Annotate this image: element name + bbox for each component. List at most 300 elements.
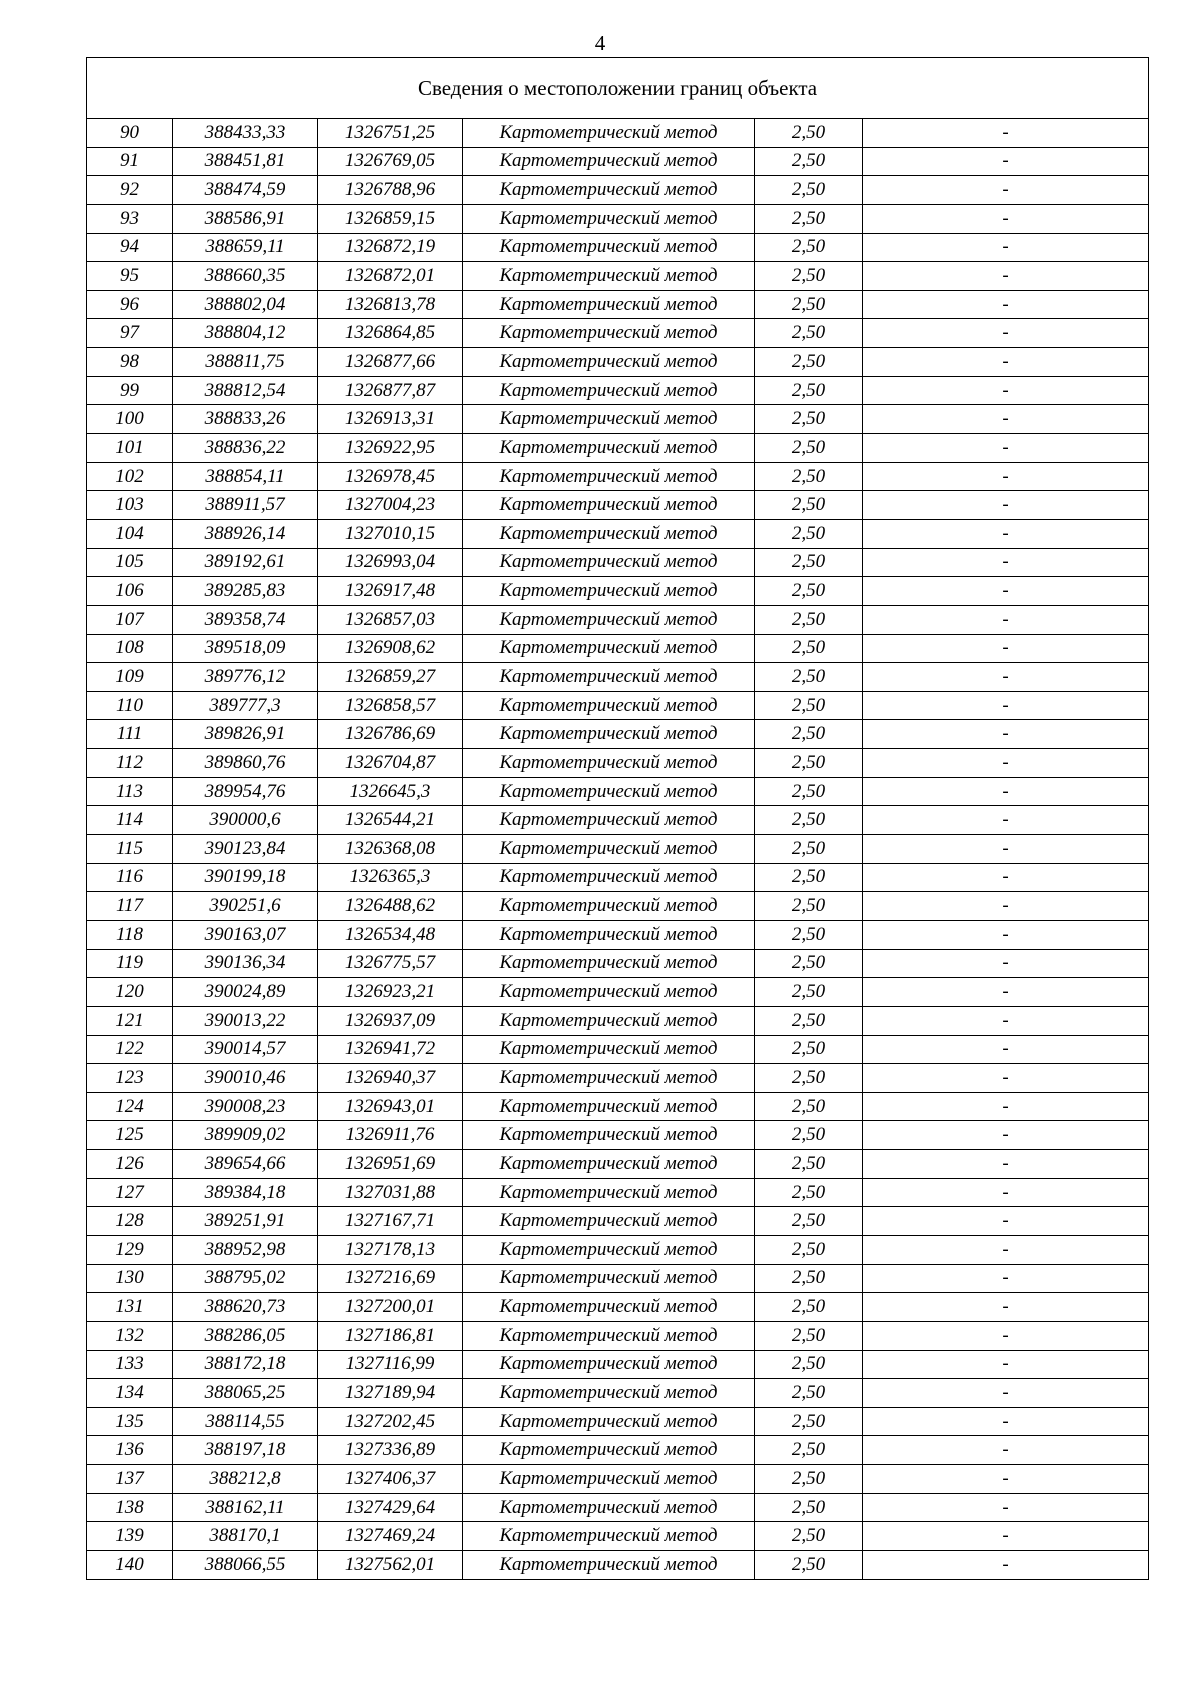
point-number-cell: 107: [87, 605, 173, 634]
description-cell: -: [863, 1035, 1149, 1064]
description-cell: -: [863, 376, 1149, 405]
x-coordinate-cell: 389909,02: [173, 1121, 318, 1150]
point-number-cell: 119: [87, 949, 173, 978]
method-cell: Картометрический метод: [463, 204, 755, 233]
point-number-cell: 91: [87, 147, 173, 176]
point-number-cell: 105: [87, 548, 173, 577]
point-number-cell: 94: [87, 233, 173, 262]
x-coordinate-cell: 389518,09: [173, 634, 318, 663]
accuracy-cell: 2,50: [755, 119, 863, 148]
accuracy-cell: 2,50: [755, 1436, 863, 1465]
y-coordinate-cell: 1326913,31: [318, 405, 463, 434]
description-cell: -: [863, 835, 1149, 864]
y-coordinate-cell: 1326864,85: [318, 319, 463, 348]
y-coordinate-cell: 1327116,99: [318, 1350, 463, 1379]
point-number-cell: 115: [87, 835, 173, 864]
y-coordinate-cell: 1326917,48: [318, 577, 463, 606]
method-cell: Картометрический метод: [463, 1465, 755, 1494]
table-row: [87, 1350, 1149, 1379]
x-coordinate-cell: 388451,81: [173, 147, 318, 176]
description-cell: -: [863, 1465, 1149, 1494]
accuracy-cell: 2,50: [755, 147, 863, 176]
method-cell: Картометрический метод: [463, 892, 755, 921]
y-coordinate-cell: 1326908,62: [318, 634, 463, 663]
description-cell: -: [863, 262, 1149, 291]
description-cell: -: [863, 1293, 1149, 1322]
description-cell: -: [863, 176, 1149, 205]
accuracy-cell: 2,50: [755, 348, 863, 377]
table-row: [87, 376, 1149, 405]
method-cell: Картометрический метод: [463, 1264, 755, 1293]
table-row: [87, 691, 1149, 720]
x-coordinate-cell: 388620,73: [173, 1293, 318, 1322]
accuracy-cell: 2,50: [755, 1235, 863, 1264]
method-cell: Картометрический метод: [463, 1006, 755, 1035]
point-number-cell: 93: [87, 204, 173, 233]
x-coordinate-cell: 389251,91: [173, 1207, 318, 1236]
y-coordinate-cell: 1326911,76: [318, 1121, 463, 1150]
boundary-coordinates-table: [86, 57, 1149, 1580]
y-coordinate-cell: 1326859,27: [318, 663, 463, 692]
table-row: [87, 663, 1149, 692]
y-coordinate-cell: 1327189,94: [318, 1379, 463, 1408]
x-coordinate-cell: 388170,1: [173, 1522, 318, 1551]
method-cell: Картометрический метод: [463, 548, 755, 577]
method-cell: Картометрический метод: [463, 1379, 755, 1408]
y-coordinate-cell: 1327202,45: [318, 1407, 463, 1436]
accuracy-cell: 2,50: [755, 1207, 863, 1236]
method-cell: Картометрический метод: [463, 577, 755, 606]
description-cell: -: [863, 806, 1149, 835]
description-cell: -: [863, 1092, 1149, 1121]
x-coordinate-cell: 389358,74: [173, 605, 318, 634]
description-cell: -: [863, 434, 1149, 463]
x-coordinate-cell: 388795,02: [173, 1264, 318, 1293]
description-cell: -: [863, 233, 1149, 262]
point-number-cell: 114: [87, 806, 173, 835]
y-coordinate-cell: 1326544,21: [318, 806, 463, 835]
accuracy-cell: 2,50: [755, 233, 863, 262]
table-row: [87, 1235, 1149, 1264]
table-row: [87, 1006, 1149, 1035]
method-cell: Картометрический метод: [463, 176, 755, 205]
y-coordinate-cell: 1326951,69: [318, 1150, 463, 1179]
y-coordinate-cell: 1326859,15: [318, 204, 463, 233]
point-number-cell: 135: [87, 1407, 173, 1436]
method-cell: Картометрический метод: [463, 119, 755, 148]
x-coordinate-cell: 390123,84: [173, 835, 318, 864]
description-cell: -: [863, 920, 1149, 949]
description-cell: -: [863, 1207, 1149, 1236]
point-number-cell: 101: [87, 434, 173, 463]
point-number-cell: 124: [87, 1092, 173, 1121]
x-coordinate-cell: 388812,54: [173, 376, 318, 405]
table-row: [87, 204, 1149, 233]
y-coordinate-cell: 1327336,89: [318, 1436, 463, 1465]
y-coordinate-cell: 1327031,88: [318, 1178, 463, 1207]
method-cell: Картометрический метод: [463, 1121, 755, 1150]
y-coordinate-cell: 1327469,24: [318, 1522, 463, 1551]
point-number-cell: 97: [87, 319, 173, 348]
point-number-cell: 139: [87, 1522, 173, 1551]
point-number-cell: 92: [87, 176, 173, 205]
method-cell: Картометрический метод: [463, 806, 755, 835]
x-coordinate-cell: 389192,61: [173, 548, 318, 577]
method-cell: Картометрический метод: [463, 1178, 755, 1207]
point-number-cell: 106: [87, 577, 173, 606]
description-cell: -: [863, 1150, 1149, 1179]
point-number-cell: 125: [87, 1121, 173, 1150]
x-coordinate-cell: 388286,05: [173, 1321, 318, 1350]
method-cell: Картометрический метод: [463, 1235, 755, 1264]
point-number-cell: 122: [87, 1035, 173, 1064]
description-cell: -: [863, 892, 1149, 921]
accuracy-cell: 2,50: [755, 1092, 863, 1121]
point-number-cell: 98: [87, 348, 173, 377]
x-coordinate-cell: 388066,55: [173, 1551, 318, 1580]
y-coordinate-cell: 1326923,21: [318, 978, 463, 1007]
y-coordinate-cell: 1327200,01: [318, 1293, 463, 1322]
table-row: [87, 892, 1149, 921]
y-coordinate-cell: 1326993,04: [318, 548, 463, 577]
table-row: [87, 1178, 1149, 1207]
accuracy-cell: 2,50: [755, 920, 863, 949]
accuracy-cell: 2,50: [755, 1150, 863, 1179]
point-number-cell: 136: [87, 1436, 173, 1465]
accuracy-cell: 2,50: [755, 1350, 863, 1379]
method-cell: Картометрический метод: [463, 290, 755, 319]
point-number-cell: 112: [87, 749, 173, 778]
method-cell: Картометрический метод: [463, 1150, 755, 1179]
table-row: [87, 348, 1149, 377]
x-coordinate-cell: 388586,91: [173, 204, 318, 233]
description-cell: -: [863, 119, 1149, 148]
x-coordinate-cell: 389860,76: [173, 749, 318, 778]
x-coordinate-cell: 390199,18: [173, 863, 318, 892]
table-row: [87, 863, 1149, 892]
accuracy-cell: 2,50: [755, 1064, 863, 1093]
accuracy-cell: 2,50: [755, 949, 863, 978]
x-coordinate-cell: 389654,66: [173, 1150, 318, 1179]
x-coordinate-cell: 389776,12: [173, 663, 318, 692]
accuracy-cell: 2,50: [755, 1006, 863, 1035]
description-cell: -: [863, 749, 1149, 778]
x-coordinate-cell: 388212,8: [173, 1465, 318, 1494]
point-number-cell: 109: [87, 663, 173, 692]
point-number-cell: 121: [87, 1006, 173, 1035]
method-cell: Картометрический метод: [463, 835, 755, 864]
y-coordinate-cell: 1326858,57: [318, 691, 463, 720]
table-row: [87, 1522, 1149, 1551]
method-cell: Картометрический метод: [463, 405, 755, 434]
point-number-cell: 137: [87, 1465, 173, 1494]
table-row: [87, 1293, 1149, 1322]
table-row: [87, 1321, 1149, 1350]
y-coordinate-cell: 1326704,87: [318, 749, 463, 778]
method-cell: Картометрический метод: [463, 863, 755, 892]
x-coordinate-cell: 389777,3: [173, 691, 318, 720]
table-row: [87, 1121, 1149, 1150]
y-coordinate-cell: 1327406,37: [318, 1465, 463, 1494]
accuracy-cell: 2,50: [755, 1121, 863, 1150]
x-coordinate-cell: 390163,07: [173, 920, 318, 949]
method-cell: Картометрический метод: [463, 1064, 755, 1093]
accuracy-cell: 2,50: [755, 290, 863, 319]
accuracy-cell: 2,50: [755, 835, 863, 864]
description-cell: -: [863, 577, 1149, 606]
point-number-cell: 110: [87, 691, 173, 720]
description-cell: -: [863, 863, 1149, 892]
description-cell: -: [863, 949, 1149, 978]
description-cell: -: [863, 147, 1149, 176]
description-cell: -: [863, 978, 1149, 1007]
accuracy-cell: 2,50: [755, 663, 863, 692]
table-row: [87, 1150, 1149, 1179]
point-number-cell: 90: [87, 119, 173, 148]
table-row: [87, 1064, 1149, 1093]
y-coordinate-cell: 1326751,25: [318, 119, 463, 148]
y-coordinate-cell: 1326645,3: [318, 777, 463, 806]
point-number-cell: 117: [87, 892, 173, 921]
point-number-cell: 116: [87, 863, 173, 892]
page-number: 4: [594, 31, 606, 55]
method-cell: Картометрический метод: [463, 691, 755, 720]
table-row: [87, 119, 1149, 148]
accuracy-cell: 2,50: [755, 519, 863, 548]
point-number-cell: 100: [87, 405, 173, 434]
y-coordinate-cell: 1326941,72: [318, 1035, 463, 1064]
method-cell: Картометрический метод: [463, 1207, 755, 1236]
description-cell: -: [863, 1379, 1149, 1408]
x-coordinate-cell: 388926,14: [173, 519, 318, 548]
accuracy-cell: 2,50: [755, 577, 863, 606]
x-coordinate-cell: 388836,22: [173, 434, 318, 463]
accuracy-cell: 2,50: [755, 863, 863, 892]
y-coordinate-cell: 1326872,19: [318, 233, 463, 262]
table-row: [87, 978, 1149, 1007]
y-coordinate-cell: 1327010,15: [318, 519, 463, 548]
method-cell: Картометрический метод: [463, 978, 755, 1007]
description-cell: -: [863, 1436, 1149, 1465]
method-cell: Картометрический метод: [463, 1551, 755, 1580]
method-cell: Картометрический метод: [463, 1035, 755, 1064]
table-row: [87, 920, 1149, 949]
x-coordinate-cell: 389384,18: [173, 1178, 318, 1207]
description-cell: -: [863, 290, 1149, 319]
description-cell: -: [863, 1493, 1149, 1522]
accuracy-cell: 2,50: [755, 691, 863, 720]
accuracy-cell: 2,50: [755, 892, 863, 921]
method-cell: Картометрический метод: [463, 720, 755, 749]
accuracy-cell: 2,50: [755, 634, 863, 663]
y-coordinate-cell: 1326978,45: [318, 462, 463, 491]
table-row: [87, 233, 1149, 262]
accuracy-cell: 2,50: [755, 1321, 863, 1350]
y-coordinate-cell: 1326872,01: [318, 262, 463, 291]
point-number-cell: 129: [87, 1235, 173, 1264]
table-row: [87, 519, 1149, 548]
table-title-row: [87, 58, 1149, 119]
description-cell: -: [863, 1522, 1149, 1551]
point-number-cell: 99: [87, 376, 173, 405]
accuracy-cell: 2,50: [755, 376, 863, 405]
table-row: [87, 1035, 1149, 1064]
table-row: [87, 835, 1149, 864]
table-row: [87, 1436, 1149, 1465]
y-coordinate-cell: 1326940,37: [318, 1064, 463, 1093]
table-row: [87, 147, 1149, 176]
accuracy-cell: 2,50: [755, 1407, 863, 1436]
x-coordinate-cell: 390000,6: [173, 806, 318, 835]
y-coordinate-cell: 1326775,57: [318, 949, 463, 978]
description-cell: -: [863, 548, 1149, 577]
accuracy-cell: 2,50: [755, 262, 863, 291]
point-number-cell: 132: [87, 1321, 173, 1350]
y-coordinate-cell: 1326813,78: [318, 290, 463, 319]
table-row: [87, 777, 1149, 806]
x-coordinate-cell: 388433,33: [173, 119, 318, 148]
description-cell: -: [863, 720, 1149, 749]
table-row: [87, 405, 1149, 434]
point-number-cell: 126: [87, 1150, 173, 1179]
x-coordinate-cell: 390014,57: [173, 1035, 318, 1064]
table-row: [87, 1407, 1149, 1436]
point-number-cell: 118: [87, 920, 173, 949]
y-coordinate-cell: 1326877,87: [318, 376, 463, 405]
accuracy-cell: 2,50: [755, 806, 863, 835]
accuracy-cell: 2,50: [755, 319, 863, 348]
table-row: [87, 634, 1149, 663]
point-number-cell: 108: [87, 634, 173, 663]
table-row: [87, 1379, 1149, 1408]
x-coordinate-cell: 388659,11: [173, 233, 318, 262]
accuracy-cell: 2,50: [755, 1379, 863, 1408]
table-row: [87, 548, 1149, 577]
table-row: [87, 462, 1149, 491]
description-cell: -: [863, 1264, 1149, 1293]
accuracy-cell: 2,50: [755, 176, 863, 205]
method-cell: Картометрический метод: [463, 491, 755, 520]
y-coordinate-cell: 1327429,64: [318, 1493, 463, 1522]
description-cell: -: [863, 462, 1149, 491]
method-cell: Картометрический метод: [463, 233, 755, 262]
accuracy-cell: 2,50: [755, 1264, 863, 1293]
x-coordinate-cell: 390024,89: [173, 978, 318, 1007]
y-coordinate-cell: 1327004,23: [318, 491, 463, 520]
y-coordinate-cell: 1326534,48: [318, 920, 463, 949]
point-number-cell: 102: [87, 462, 173, 491]
table-row: [87, 262, 1149, 291]
method-cell: Картометрический метод: [463, 462, 755, 491]
point-number-cell: 128: [87, 1207, 173, 1236]
x-coordinate-cell: 390136,34: [173, 949, 318, 978]
y-coordinate-cell: 1326488,62: [318, 892, 463, 921]
x-coordinate-cell: 388474,59: [173, 176, 318, 205]
point-number-cell: 104: [87, 519, 173, 548]
method-cell: Картометрический метод: [463, 749, 755, 778]
accuracy-cell: 2,50: [755, 1493, 863, 1522]
point-number-cell: 103: [87, 491, 173, 520]
x-coordinate-cell: 390008,23: [173, 1092, 318, 1121]
y-coordinate-cell: 1327167,71: [318, 1207, 463, 1236]
description-cell: -: [863, 1407, 1149, 1436]
description-cell: -: [863, 519, 1149, 548]
table-row: [87, 1493, 1149, 1522]
y-coordinate-cell: 1326786,69: [318, 720, 463, 749]
method-cell: Картометрический метод: [463, 1493, 755, 1522]
x-coordinate-cell: 388660,35: [173, 262, 318, 291]
y-coordinate-cell: 1326943,01: [318, 1092, 463, 1121]
accuracy-cell: 2,50: [755, 204, 863, 233]
y-coordinate-cell: 1327562,01: [318, 1551, 463, 1580]
table-row: [87, 491, 1149, 520]
accuracy-cell: 2,50: [755, 1035, 863, 1064]
accuracy-cell: 2,50: [755, 548, 863, 577]
point-number-cell: 130: [87, 1264, 173, 1293]
x-coordinate-cell: 389954,76: [173, 777, 318, 806]
method-cell: Картометрический метод: [463, 1321, 755, 1350]
x-coordinate-cell: 388172,18: [173, 1350, 318, 1379]
y-coordinate-cell: 1326769,05: [318, 147, 463, 176]
method-cell: Картометрический метод: [463, 1092, 755, 1121]
accuracy-cell: 2,50: [755, 1522, 863, 1551]
method-cell: Картометрический метод: [463, 1350, 755, 1379]
table-row: [87, 290, 1149, 319]
description-cell: -: [863, 1551, 1149, 1580]
table-title: Сведения о местоположении границ объекта: [87, 58, 1149, 119]
x-coordinate-cell: 388114,55: [173, 1407, 318, 1436]
x-coordinate-cell: 388065,25: [173, 1379, 318, 1408]
point-number-cell: 111: [87, 720, 173, 749]
table-row: [87, 176, 1149, 205]
accuracy-cell: 2,50: [755, 749, 863, 778]
description-cell: -: [863, 1235, 1149, 1264]
description-cell: -: [863, 204, 1149, 233]
table-row: [87, 1465, 1149, 1494]
y-coordinate-cell: 1326365,3: [318, 863, 463, 892]
point-number-cell: 138: [87, 1493, 173, 1522]
method-cell: Картометрический метод: [463, 319, 755, 348]
table-body: [87, 119, 1149, 1580]
description-cell: -: [863, 1121, 1149, 1150]
y-coordinate-cell: 1327216,69: [318, 1264, 463, 1293]
x-coordinate-cell: 388802,04: [173, 290, 318, 319]
accuracy-cell: 2,50: [755, 405, 863, 434]
accuracy-cell: 2,50: [755, 462, 863, 491]
description-cell: -: [863, 634, 1149, 663]
accuracy-cell: 2,50: [755, 434, 863, 463]
table-row: [87, 1207, 1149, 1236]
description-cell: -: [863, 691, 1149, 720]
x-coordinate-cell: 390251,6: [173, 892, 318, 921]
point-number-cell: 123: [87, 1064, 173, 1093]
x-coordinate-cell: 389285,83: [173, 577, 318, 606]
point-number-cell: 127: [87, 1178, 173, 1207]
method-cell: Картометрический метод: [463, 605, 755, 634]
table-row: [87, 577, 1149, 606]
point-number-cell: 133: [87, 1350, 173, 1379]
table-row: [87, 806, 1149, 835]
accuracy-cell: 2,50: [755, 1465, 863, 1494]
y-coordinate-cell: 1326937,09: [318, 1006, 463, 1035]
accuracy-cell: 2,50: [755, 777, 863, 806]
y-coordinate-cell: 1326368,08: [318, 835, 463, 864]
method-cell: Картометрический метод: [463, 1436, 755, 1465]
description-cell: -: [863, 777, 1149, 806]
x-coordinate-cell: 388833,26: [173, 405, 318, 434]
description-cell: -: [863, 405, 1149, 434]
table-row: [87, 720, 1149, 749]
